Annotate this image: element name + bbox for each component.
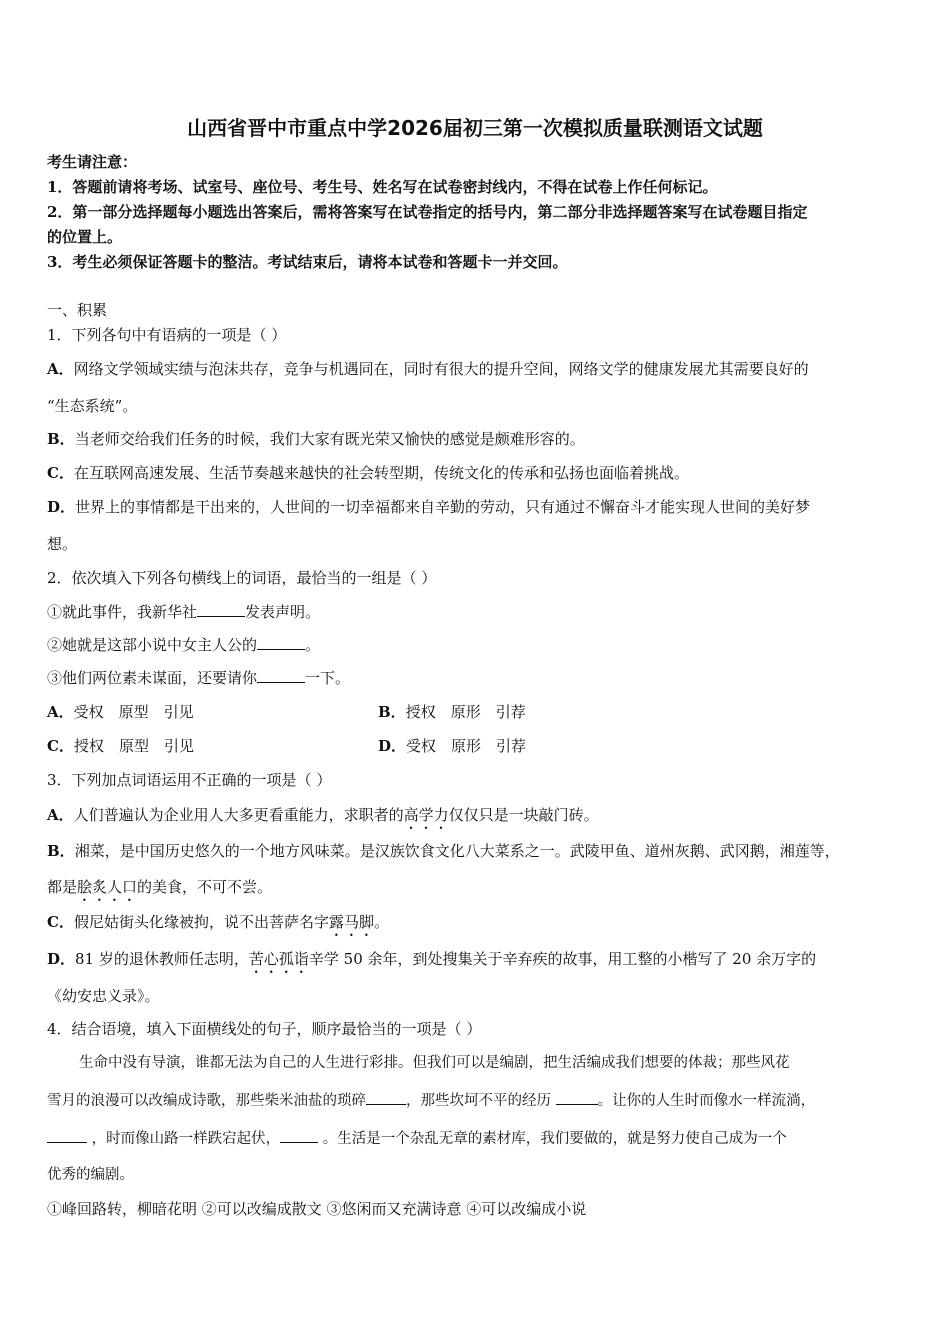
option-text: 仅仅只是一块敲门砖。 (448, 806, 599, 824)
option-text: 都是 (47, 878, 78, 896)
option-label: D． (47, 950, 76, 968)
q3-option-a (47, 805, 599, 833)
q2-option-d (378, 736, 526, 756)
page-title: 山西省晋中市重点中学2026届初三第一次模拟质量联测语文试题 (187, 116, 763, 140)
option-label: A． (47, 703, 74, 721)
option-label: A． (47, 806, 74, 824)
q3-option-c (47, 912, 389, 940)
q1-option-b (47, 429, 585, 449)
option-label: B． (47, 430, 75, 448)
sentence-text: ③他们两位素未谋面，还要请你 (47, 669, 258, 687)
option-text: 辛学 50 余年，到处搜集关于辛弃疾的故事，用工整的小楷写了 20 余万字的 (308, 950, 817, 968)
q4-passage-line-4: 优秀的编剧。 (47, 1167, 134, 1183)
q4-passage-line-1: 生命中没有导演，谁都无法为自己的人生进行彩排。但我们可以是编剧，把生活编成我们想要的体裁；那些风花 (79, 1055, 790, 1071)
option-label: C． (47, 913, 74, 931)
option-text: 受权 原型 引见 (73, 703, 194, 721)
option-label: C． (47, 737, 74, 755)
option-label: C． (47, 464, 74, 482)
fill-blank (556, 1090, 598, 1105)
option-text: 湘菜，是中国历史悠久的一个地方风味菜。是汉族饮食文化八大菜系之一。武陵甲鱼、道州灰鹅、武冈鹅，湘莲等， (74, 842, 840, 860)
q4-passage-line-2 (47, 1090, 815, 1111)
q3-option-d-line-2: 《幼安忠义录》。 (47, 987, 160, 1005)
option-text: 受权 原形 引荐 (406, 737, 527, 755)
option-text: 世界上的事情都是干出来的，人世间的一切幸福都来自辛勤的劳动，只有通过不懈奋斗才能实现人世间的美好梦 (75, 498, 811, 516)
q2-sentence-2 (47, 635, 320, 655)
passage-text: 。生活是一个杂乱无章的素材库，我们要做的，就是努力使自己成为一个 (318, 1131, 787, 1147)
sentence-text: ②她就是这部小说中女主人公的 (47, 636, 258, 654)
option-text: 人们普遍认为企业用人大多更看重能力，求职者的 (73, 806, 404, 824)
option-label: B． (47, 842, 75, 860)
q4-passage-line-3 (47, 1128, 787, 1149)
q4-options: ①峰回路转，柳暗花明 ②可以改编成散文 ③悠闲而又充满诗意 ④可以改编成小说 (47, 1200, 587, 1218)
q1-option-d-line-1 (47, 497, 810, 517)
q1-option-c (47, 463, 689, 483)
dotted-word: 露马脚 (328, 913, 374, 931)
q1-option-a-line-1 (47, 359, 809, 379)
sentence-text: 。 (305, 636, 321, 654)
q1-option-a-line-2: “生态系统”。 (47, 397, 138, 415)
option-label: D． (378, 737, 407, 755)
q3-option-b-line-2 (47, 877, 272, 905)
sentence-text: 一下。 (305, 669, 351, 687)
dotted-word: 苦心孤诣 (248, 950, 309, 968)
option-text: 假尼姑街头化缘被拘，说不出菩萨名字 (73, 913, 329, 931)
fill-blank (257, 668, 305, 683)
option-text: 。 (373, 913, 389, 931)
option-label: B． (378, 703, 406, 721)
passage-text: ，时而像山路一样跌宕起伏， (87, 1131, 281, 1147)
section-heading: 一、积累 (47, 301, 108, 319)
option-text: 81 岁的退休教师任志明， (75, 950, 249, 968)
question-2-stem: 2．依次填入下列各句横线上的词语，最恰当的一组是（ ） (47, 569, 437, 587)
q3-option-d-line-1 (47, 949, 816, 977)
fill-blank (197, 602, 245, 617)
fill-blank (280, 1128, 318, 1143)
question-4-stem: 4．结合语境，填入下面横线处的句子，顺序最恰当的一项是（ ） (47, 1020, 482, 1038)
option-label: A． (47, 360, 74, 378)
option-text: 授权 原形 引荐 (405, 703, 526, 721)
fill-blank (47, 1128, 87, 1143)
notice-heading: 考生请注意： (47, 153, 138, 171)
q2-sentence-3 (47, 668, 350, 688)
q2-option-a (47, 702, 194, 722)
option-text: 授权 原型 引见 (73, 737, 194, 755)
passage-text: ，那些坎坷不平的经历 (406, 1093, 556, 1109)
passage-text: 雪月的浪漫可以改编成诗歌，那些柴米油盐的琐碎 (47, 1093, 366, 1109)
question-3-stem: 3．下列加点词语运用不正确的一项是（ ） (47, 771, 332, 789)
q2-option-c (47, 736, 194, 756)
dotted-word: 高学力 (403, 806, 449, 824)
q2-option-b (378, 702, 526, 722)
dotted-word: 脍炙人口 (77, 878, 138, 896)
notice-item-2-line-1: 2．第一部分选择题每小题选出答案后，需将答案写在试卷指定的括号内，第二部分非选择题答案写在试卷题目指定 (47, 203, 808, 221)
fill-blank (366, 1090, 406, 1105)
sentence-text: 发表声明。 (245, 603, 321, 621)
option-text: 在互联网高速发展、生活节奏越来越快的社会转型期，传统文化的传承和弘扬也面临着挑战。 (73, 464, 689, 482)
sentence-text: ①就此事件，我新华社 (47, 603, 198, 621)
q2-sentence-1 (47, 602, 320, 622)
notice-item-2-line-2: 的位置上。 (47, 228, 123, 246)
fill-blank (257, 635, 305, 650)
notice-item-1: 1．答题前请将考场、试室号、座位号、考生号、姓名写在试卷密封线内，不得在试卷上作任何标记。 (47, 178, 718, 196)
passage-text: 。让你的人生时而像水一样流淌， (597, 1093, 816, 1109)
notice-item-3: 3．考生必须保证答题卡的整洁。考试结束后，请将本试卷和答题卡一并交回。 (47, 253, 568, 271)
option-text: 当老师交给我们任务的时候，我们大家有既光荣又愉快的感觉是颇难形容的。 (74, 430, 585, 448)
option-label: D． (47, 498, 76, 516)
q1-option-d-line-2: 想。 (47, 535, 78, 553)
question-1-stem: 1．下列各句中有语病的一项是（ ） (47, 326, 287, 344)
option-text: 的美食，不可不尝。 (137, 878, 273, 896)
q3-option-b-line-1 (47, 841, 840, 861)
option-text: 网络文学领域实绩与泡沫共存，竞争与机遇同在，同时有很大的提升空间，网络文学的健康发展尤其需要良好的 (73, 360, 809, 378)
